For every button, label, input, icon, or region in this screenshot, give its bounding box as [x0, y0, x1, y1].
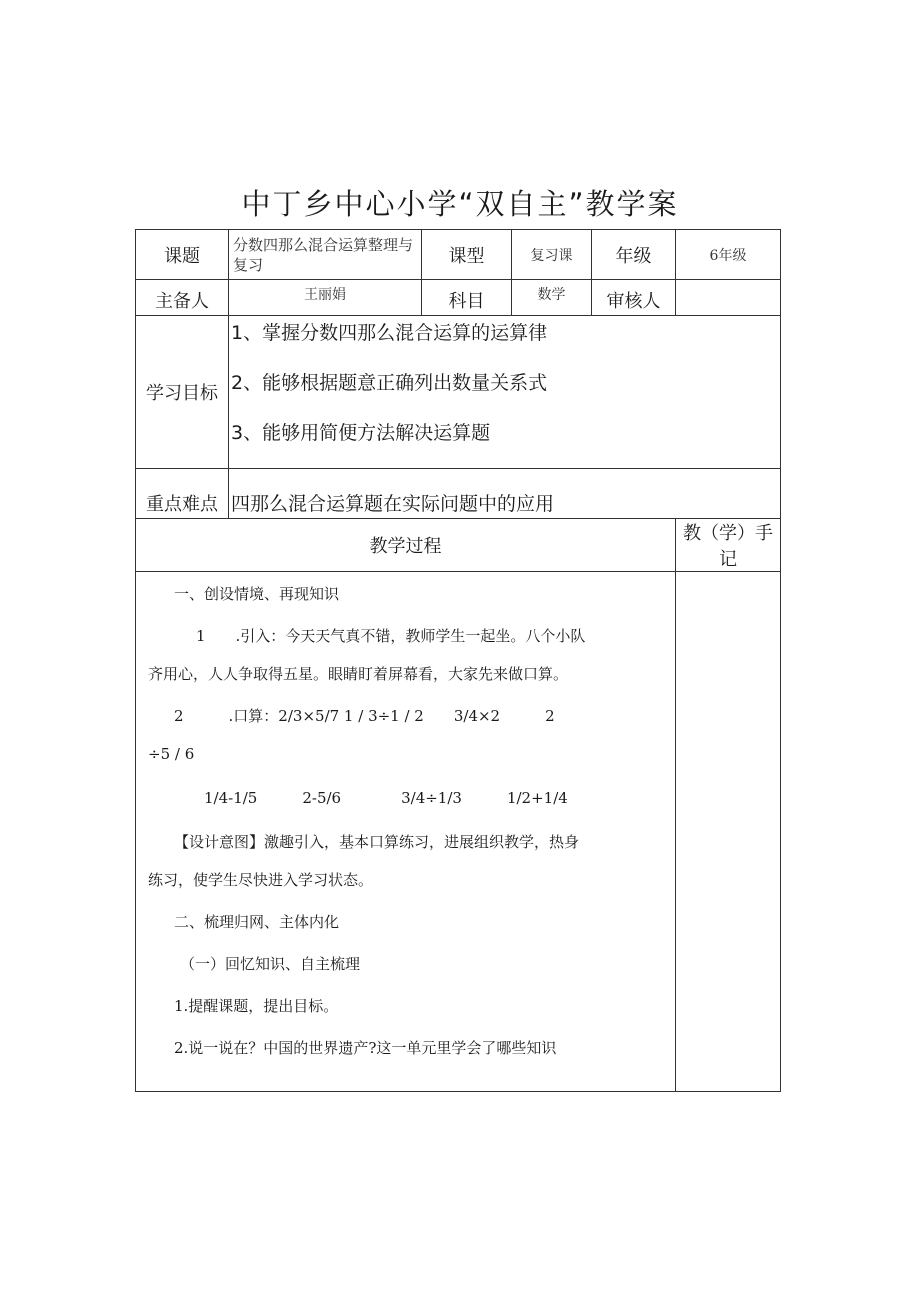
topic-label: 课题 [136, 230, 229, 280]
process-line: 2.说一说在？中国的世界遗产?这一单元里学会了哪些知识 [174, 1039, 557, 1057]
type-value: 复习课 [512, 230, 592, 280]
process-line: 【设计意图】激趣引入，基本口算练习，进展组织教学，热身 [174, 833, 580, 851]
subject-value: 数学 [512, 280, 592, 316]
process-header: 教学过程 [136, 519, 676, 572]
reviewer-value [676, 280, 781, 316]
process-header-row [136, 519, 781, 572]
process-line: 1 .引入：今天天气真不错，教师学生一起坐。八个小队 [196, 627, 586, 645]
subject-label: 科目 [422, 280, 512, 316]
goal-item: 1、掌握分数四那么混合运算的运算律 [231, 322, 548, 344]
process-line: 1.提醒课题，提出目标。 [174, 997, 339, 1015]
document-title: 中丁乡中心小学“双自主”教学案 [241, 187, 679, 221]
grade-value: 6年级 [676, 230, 781, 280]
goals-row [136, 316, 781, 469]
topic-value: 分数四那么混合运算整理与复习 [229, 230, 422, 280]
goal-item: 2、能够根据题意正确列出数量关系式 [231, 372, 548, 394]
grade-label: 年级 [592, 230, 676, 280]
process-line: 一、创设情境、再现知识 [174, 585, 340, 603]
goal-item: 3、能够用简便方法解决运算题 [231, 422, 491, 444]
type-label: 课型 [422, 230, 512, 280]
header-row-1 [136, 230, 781, 280]
process-line: 2 .口算：2/3×5/7 1 / 3÷1 / 2 3/4×2 2 [174, 707, 555, 725]
process-line: 练习，使学生尽快进入学习状态。 [148, 871, 374, 889]
process-line: 1/4-1/5 2-5/6 3/4÷1/3 1/2+1/4 [204, 789, 568, 807]
process-content-row [136, 572, 781, 1092]
process-line: 齐用心，人人争取得五星。眼睛盯着屏幕看，大家先来做口算。 [148, 665, 569, 683]
process-line: （一）回忆知识、自主梳理 [180, 955, 361, 973]
key-points-label: 重点难点 [136, 469, 229, 519]
process-line: ÷5 / 6 [148, 745, 195, 763]
preparer-value: 王丽娟 [229, 280, 422, 316]
goals-label: 学习目标 [136, 316, 229, 469]
preparer-label: 主备人 [136, 280, 229, 316]
process-line: 二、梳理归网、主体内化 [174, 913, 340, 931]
reviewer-label: 审核人 [592, 280, 676, 316]
process-content [136, 572, 676, 1092]
key-points-row [136, 469, 781, 519]
key-points-value: 四那么混合运算题在实际问题中的应用 [229, 469, 781, 519]
notes-cell [676, 572, 781, 1092]
header-row-2 [136, 280, 781, 316]
notes-header: 教（学）手记 [676, 519, 781, 572]
lesson-plan-table [135, 229, 781, 1092]
goals-cell [229, 316, 781, 469]
